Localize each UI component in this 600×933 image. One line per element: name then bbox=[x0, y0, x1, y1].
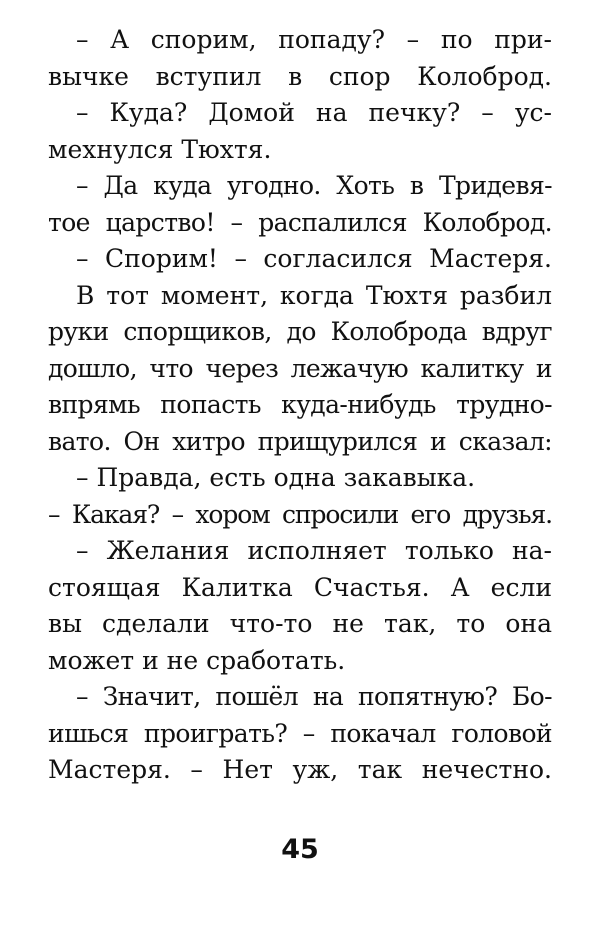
text-line: – Правда, есть одна закавыка. bbox=[76, 463, 476, 492]
text-line: – Куда? Домой на печку? – ус- bbox=[76, 98, 552, 127]
text-line: впрямь попасть куда-нибудь трудно- bbox=[48, 390, 552, 419]
text-line: вы сделали что-то не так, то она bbox=[48, 609, 552, 638]
page-number: 45 bbox=[281, 834, 319, 865]
text-line: руки спорщиков, до Колоброда вдруг bbox=[48, 317, 552, 346]
text-line: вато. Он хитро прищурился и сказал: bbox=[48, 426, 552, 456]
text-line: тое царство! – распалился Колоброд. bbox=[48, 207, 552, 237]
text-line: – Значит, пошёл на попятную? Бо- bbox=[76, 682, 552, 711]
text-line: – А спорим, попаду? – по при- bbox=[76, 25, 552, 54]
text-line: стоящая Калитка Счастья. А если bbox=[48, 572, 552, 602]
text-line: – Да куда угодно. Хоть в Тридевя- bbox=[76, 171, 552, 200]
text-line: – Какая? – хором спросили его друзья. bbox=[48, 499, 552, 529]
text-line: В тот момент, когда Тюхтя разбил bbox=[76, 280, 552, 310]
text-line: мехнулся Тюхтя. bbox=[48, 134, 272, 164]
page-text bbox=[48, 22, 552, 789]
text-line: дошло, что через лежачую калитку и bbox=[48, 353, 552, 383]
text-line: ишься проиграть? – покачал головой bbox=[48, 718, 552, 748]
text-line: – Желания исполняет только на- bbox=[76, 536, 552, 565]
text-line: – Спорим! – согласился Мастеря. bbox=[76, 244, 552, 273]
text-line: вычке вступил в спор Колоброд. bbox=[48, 61, 552, 91]
text-line: Мастеря. – Нет уж, так нечестно. bbox=[48, 755, 552, 784]
text-line: может и не сработать. bbox=[48, 645, 346, 675]
